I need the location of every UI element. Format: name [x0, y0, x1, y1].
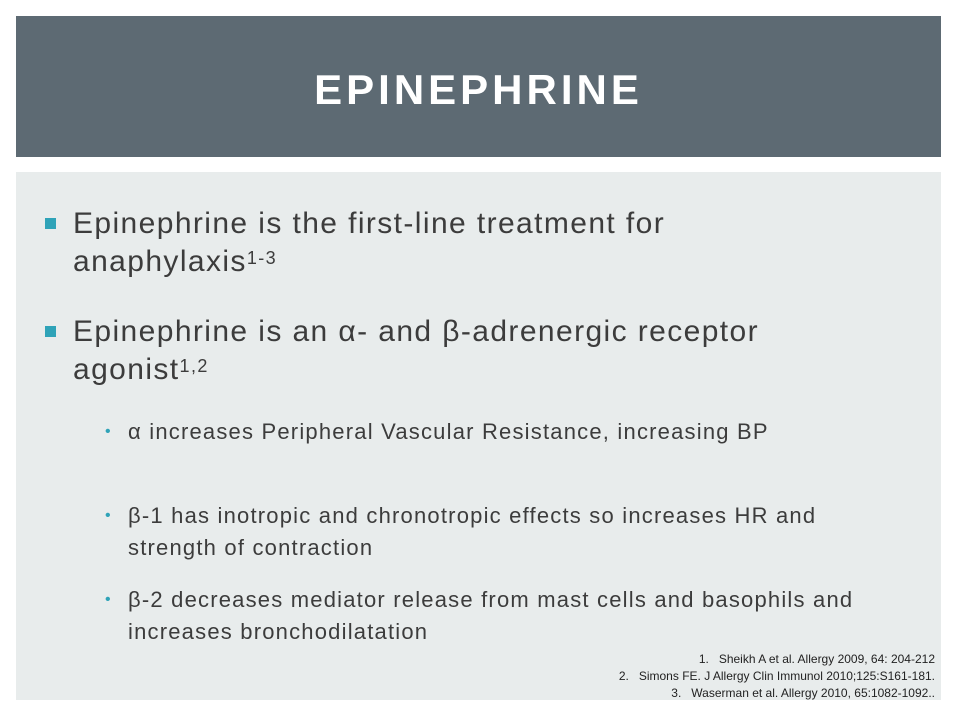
bullet-text-container: [73, 205, 863, 281]
reference-text: Waserman et al. Allergy 2010, 65:1082-1092..: [691, 686, 935, 700]
reference-number: 1.: [698, 652, 709, 666]
reference-item: [619, 651, 935, 668]
sub-bullet-text: β-1 has inotropic and chronotropic effects so increases HR and strength of contraction: [128, 503, 817, 560]
reference-number: 2.: [618, 669, 629, 683]
bullet-citation: 1,2: [179, 356, 209, 376]
sub-bullet-text: β-2 decreases mediator release from mast cells and basophils and increases bronchodilatation: [128, 587, 854, 644]
square-bullet-icon: [45, 326, 56, 337]
reference-item: [619, 685, 935, 702]
references: [619, 651, 935, 702]
reference-item: [619, 668, 935, 685]
dot-bullet-icon: •: [105, 507, 112, 524]
bullet-text: Epinephrine is an α- and β-adrenergic receptor agonist: [73, 315, 760, 386]
reference-text: Simons FE. J Allergy Clin Immunol 2010;125:S161-181.: [638, 669, 935, 683]
sub-bullet-text: α increases Peripheral Vascular Resistance, increasing BP: [128, 419, 769, 444]
slide-title: EPINEPHRINE: [314, 65, 643, 113]
bullet-text: Epinephrine is the first-line treatment for anaphylaxis: [73, 207, 666, 278]
title-bar: [16, 16, 941, 157]
reference-number: 3.: [671, 686, 682, 700]
bullet-text-container: [73, 313, 863, 389]
square-bullet-icon: [45, 218, 56, 229]
dot-bullet-icon: •: [105, 423, 112, 440]
bullet-citation: 1-3: [246, 248, 278, 268]
dot-bullet-icon: •: [105, 591, 112, 608]
reference-text: Sheikh A et al. Allergy 2009, 64: 204-212: [718, 652, 935, 666]
